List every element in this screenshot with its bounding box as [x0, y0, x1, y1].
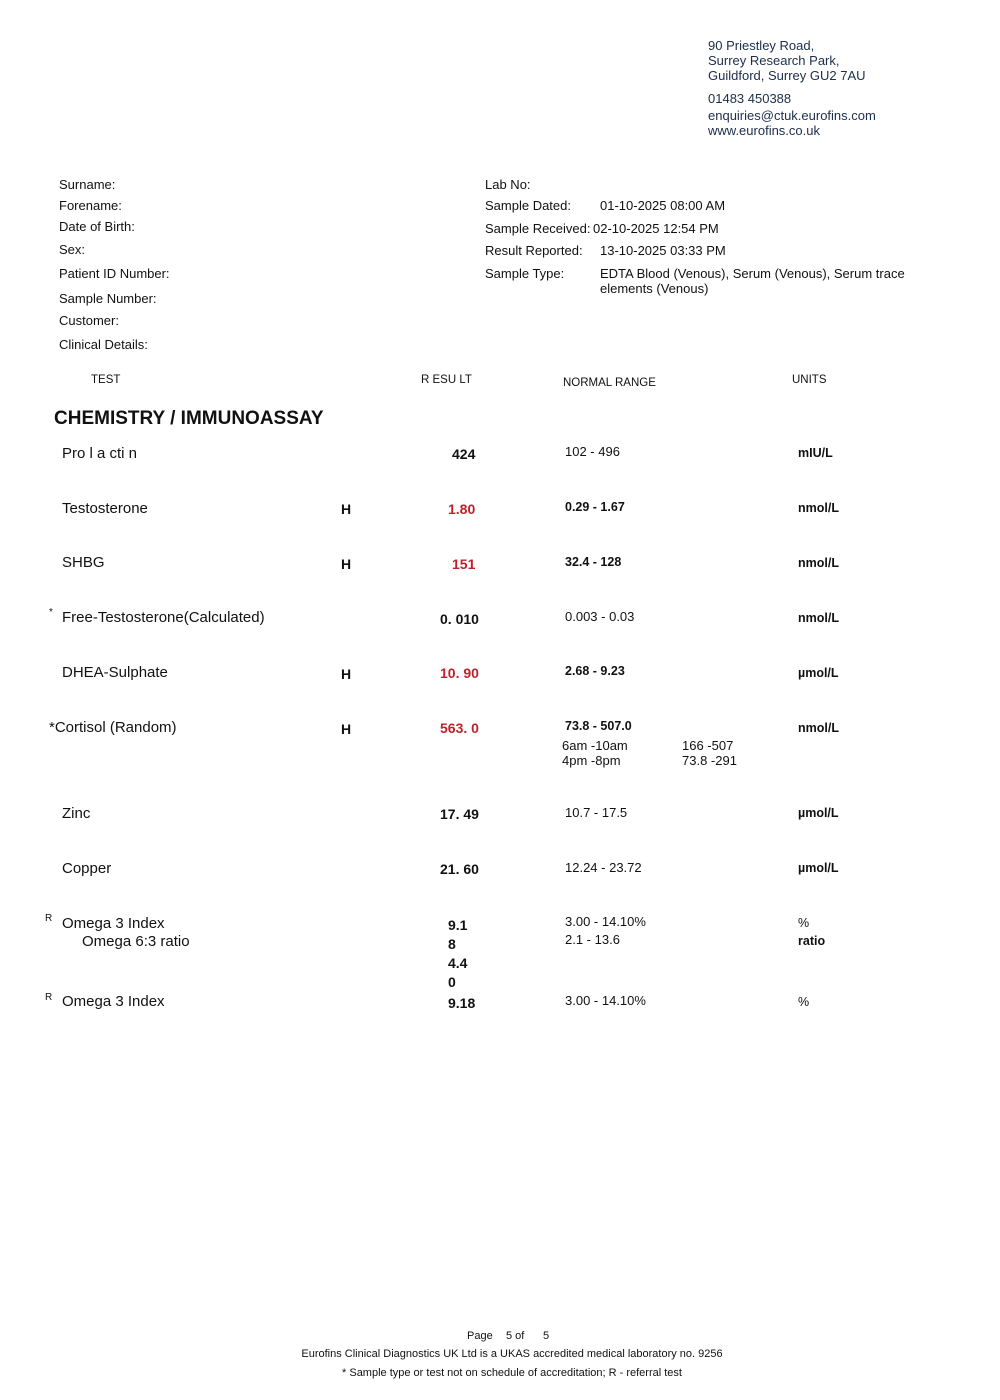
column-units: UNITS [792, 374, 827, 386]
lab-address-line2: Surrey Research Park, [708, 53, 840, 68]
units-copper: µmol/L [798, 861, 839, 875]
column-normal-range: NORMAL RANGE [563, 377, 656, 389]
sample-received-label: Sample Received: [485, 221, 591, 236]
sample-type-label: Sample Type: [485, 266, 565, 281]
result-omega-line3: 4.4 [448, 955, 468, 971]
page-label: Page [467, 1330, 493, 1342]
result-omega3: 9.18 [448, 995, 476, 1011]
test-name-zinc: Zinc [62, 805, 91, 822]
result-omega-line4: 0 [448, 974, 456, 990]
test-name-free-testosterone: Free-Testosterone(Calculated) [62, 609, 265, 626]
units-omega3: % [798, 995, 810, 1009]
cortisol-evening-range: 73.8 -291 [682, 753, 737, 768]
range-zinc: 10.7 - 17.5 [565, 805, 628, 820]
result-reported-label: Result Reported: [485, 243, 583, 258]
range-copper: 12.24 - 23.72 [565, 860, 642, 875]
range-dhea-sulphate: 2.68 - 9.23 [565, 664, 625, 678]
flag-dhea-sulphate: H [341, 666, 352, 682]
units-omega3-index: % [798, 916, 810, 930]
clinical-details-label: Clinical Details: [59, 337, 148, 352]
range-prolactin: 102 - 496 [565, 444, 620, 459]
column-result: R ESU LT [421, 374, 472, 386]
result-free-testosterone: 0. 010 [440, 611, 479, 627]
result-zinc: 17. 49 [440, 806, 479, 822]
accreditation-note: * Sample type or test not on schedule of accreditation; R - referral test [342, 1367, 682, 1379]
result-copper: 21. 60 [440, 861, 479, 877]
flag-shbg: H [341, 556, 352, 572]
units-testosterone: nmol/L [798, 501, 839, 515]
sample-number-label: Sample Number: [59, 291, 157, 306]
lab-address-line1: 90 Priestley Road, [708, 38, 815, 53]
mark-omega3: R [45, 992, 53, 1003]
sample-received-value: 02-10-2025 12:54 PM [593, 221, 719, 236]
units-free-testosterone: nmol/L [798, 611, 839, 625]
mark-omega-block: R [45, 913, 53, 924]
sample-type-value: EDTA Blood (Venous), Serum (Venous), Serum trace elements (Venous) [600, 266, 905, 296]
range-omega3-index: 3.00 - 14.10% [565, 914, 646, 929]
range-shbg: 32.4 - 128 [565, 555, 622, 569]
patient-id-label: Patient ID Number: [59, 266, 170, 281]
range-testosterone: 0.29 - 1.67 [565, 500, 625, 514]
range-omega63-ratio: 2.1 - 13.6 [565, 932, 620, 947]
range-cortisol: 73.8 - 507.0 [565, 719, 632, 733]
accreditation-statement: Eurofins Clinical Diagnostics UK Ltd is a UKAS accredited medical laboratory no. 9256 [301, 1348, 723, 1360]
result-shbg: 151 [452, 556, 476, 572]
result-omega-line2: 8 [448, 936, 456, 952]
lab-address-line3: Guildford, Surrey GU2 7AU [708, 68, 866, 83]
page-total: 5 [543, 1330, 550, 1342]
result-prolactin: 424 [452, 446, 476, 462]
range-omega3: 3.00 - 14.10% [565, 993, 646, 1008]
units-cortisol: nmol/L [798, 721, 839, 735]
units-dhea-sulphate: µmol/L [798, 666, 839, 680]
units-prolactin: mIU/L [798, 446, 833, 460]
flag-cortisol: H [341, 721, 352, 737]
lab-phone: 01483 450388 [708, 91, 792, 106]
surname-label: Surname: [59, 177, 116, 192]
test-name-copper: Copper [62, 860, 112, 877]
result-testosterone: 1.80 [448, 501, 476, 517]
result-omega-line1: 9.1 [448, 917, 468, 933]
test-name-cortisol: *Cortisol (Random) [49, 719, 177, 736]
flag-testosterone: H [341, 501, 352, 517]
sample-dated-label: Sample Dated: [485, 198, 571, 213]
range-free-testosterone: 0.003 - 0.03 [565, 609, 635, 624]
result-reported-value: 13-10-2025 03:33 PM [600, 243, 726, 258]
mark-free-testosterone: * [49, 607, 53, 618]
test-name-shbg: SHBG [62, 554, 105, 571]
lab-no-label: Lab No: [485, 177, 531, 192]
cortisol-morning-label: 6am -10am [562, 738, 628, 753]
sample-dated-value: 01-10-2025 08:00 AM [600, 198, 726, 213]
sex-label: Sex: [59, 242, 86, 257]
lab-website: www.eurofins.co.uk [708, 123, 820, 138]
page-current: 5 of [506, 1330, 525, 1342]
section-title: CHEMISTRY / IMMUNOASSAY [54, 408, 324, 429]
units-omega63-ratio: ratio [798, 934, 826, 948]
column-test: TEST [91, 374, 121, 386]
cortisol-evening-label: 4pm -8pm [562, 753, 621, 768]
forename-label: Forename: [59, 198, 122, 213]
lab-email: enquiries@ctuk.eurofins.com [708, 108, 876, 123]
result-dhea-sulphate: 10. 90 [440, 665, 479, 681]
cortisol-morning-range: 166 -507 [682, 738, 734, 753]
test-name-omega3-index: Omega 3 Index [62, 915, 165, 932]
result-cortisol: 563. 0 [440, 720, 479, 736]
test-name-omega63-ratio: Omega 6:3 ratio [82, 933, 190, 950]
units-zinc: µmol/L [798, 806, 839, 820]
customer-label: Customer: [59, 313, 119, 328]
test-name-omega3: Omega 3 Index [62, 993, 165, 1010]
dob-label: Date of Birth: [59, 219, 135, 234]
test-name-testosterone: Testosterone [62, 500, 148, 517]
units-shbg: nmol/L [798, 556, 839, 570]
test-name-dhea-sulphate: DHEA-Sulphate [62, 664, 168, 681]
test-name-prolactin: Pro l a cti n [62, 445, 138, 462]
